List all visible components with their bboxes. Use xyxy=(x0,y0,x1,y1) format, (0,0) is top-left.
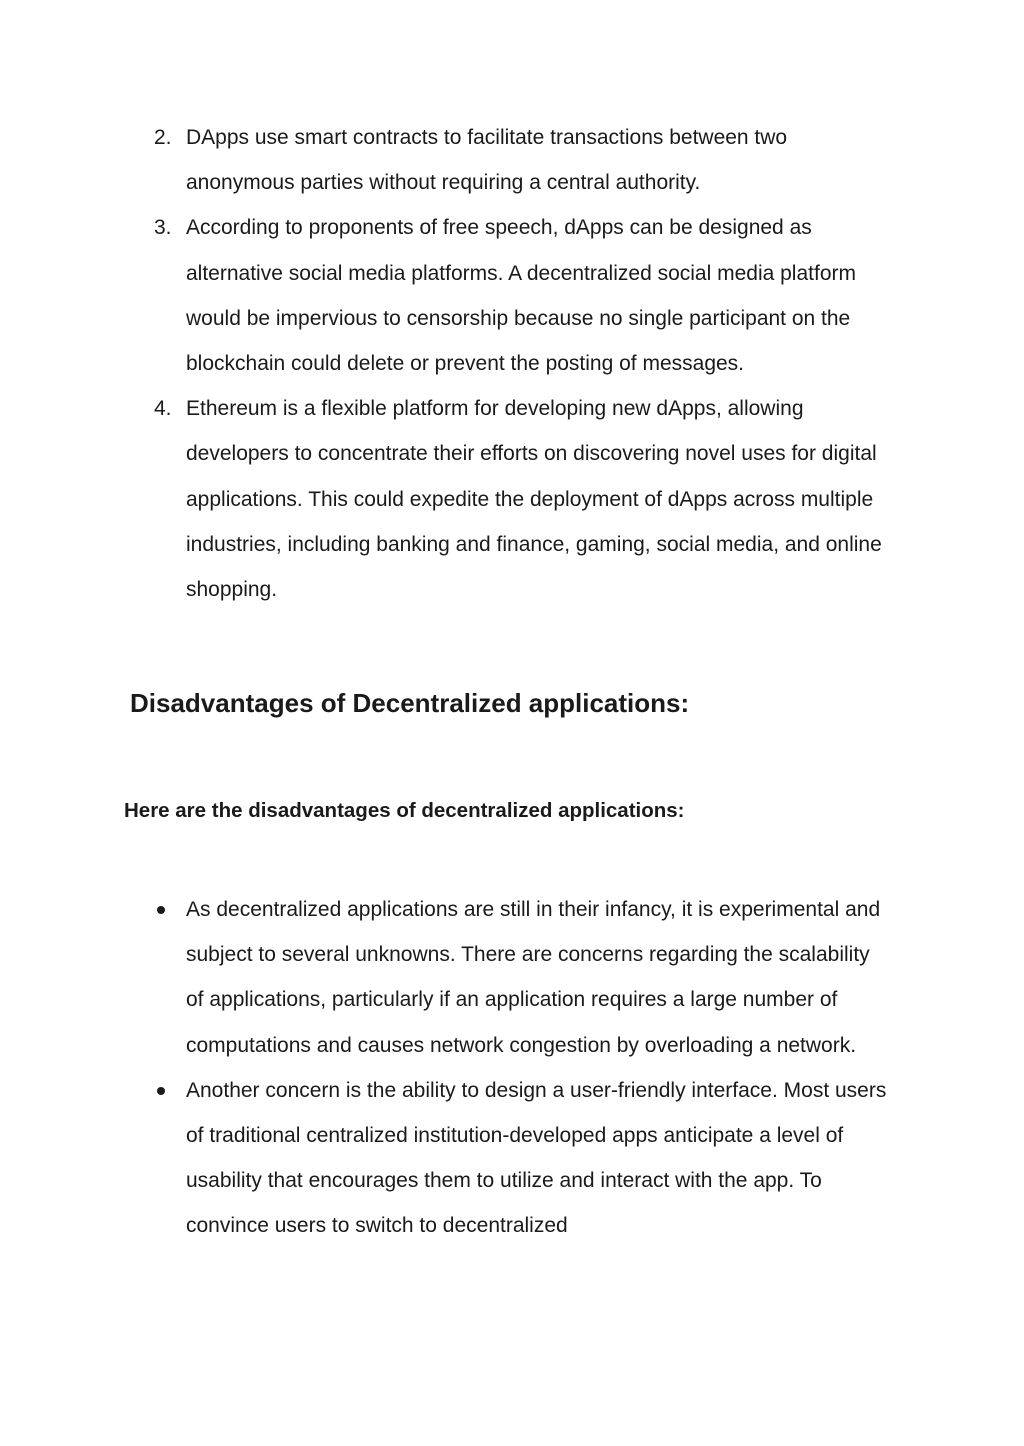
list-item xyxy=(0,115,892,205)
list-number: 4. xyxy=(154,397,172,421)
section-heading: Disadvantages of Decentralized applications: xyxy=(130,688,690,718)
list-item xyxy=(0,1068,892,1249)
list-item-text: DApps use smart contracts to facilitate transactions between two anonymous parties without requiring a central authority. xyxy=(186,126,788,195)
list-item-text: Ethereum is a flexible platform for developing new dApps, allowing developers to concentrate their efforts on discovering novel uses for digital applications. This could expedite the deployment of dApps across multiple industries, including banking and finance, gaming, social media, and online shopping. xyxy=(186,397,882,602)
list-number: 2. xyxy=(154,126,172,149)
list-item-text: Another concern is the ability to design a user-friendly interface. Most users of traditional centralized institution-developed apps anticipate a level of usability that encourages them to utilize and interact with the app. To convince users to switch to decentralized xyxy=(186,1078,887,1238)
list-number: 3. xyxy=(154,216,172,240)
section-intro: Here are the disadvantages of decentralized applications: xyxy=(124,799,685,822)
advantages-numbered-list xyxy=(0,115,892,612)
disadvantages-bullet-list xyxy=(0,887,892,1249)
list-item xyxy=(0,887,892,1068)
list-item-text: According to proponents of free speech, dApps can be designed as alternative social media platforms. A decentralized social media platform would be impervious to censorship because no single participant on the blockchain could delete or prevent the posting of messages. xyxy=(186,216,856,376)
list-item xyxy=(0,386,892,612)
list-item xyxy=(0,205,892,386)
bullet-icon xyxy=(157,906,165,914)
bullet-icon xyxy=(157,1087,165,1095)
list-item-text: As decentralized applications are still in their infancy, it is experimental and subject to several unknowns. There are concerns regarding the scalability of applications, particularly if an application requires a large number of computations and causes network congestion by overloading a network. xyxy=(186,898,881,1057)
